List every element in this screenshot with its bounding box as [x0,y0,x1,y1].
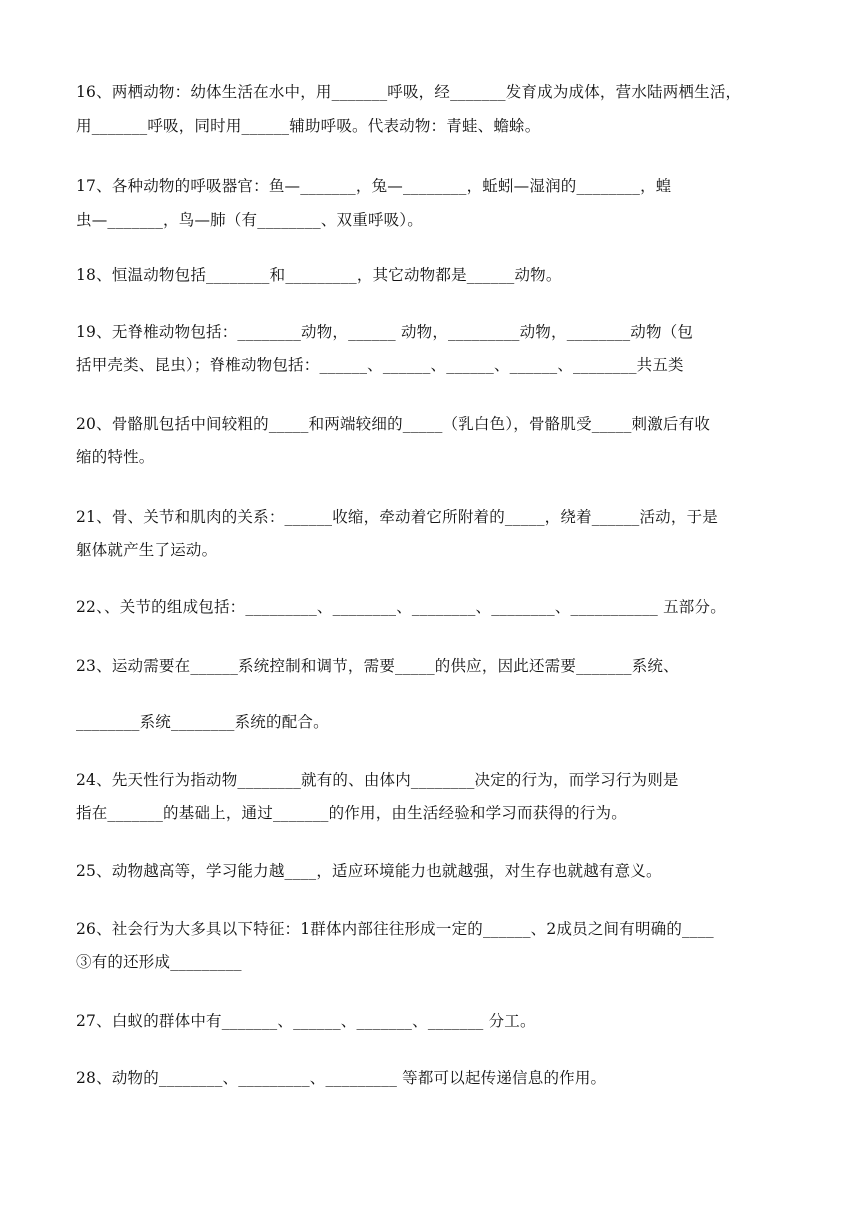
question-19-line-1: 19、无脊椎动物包括：________动物，______ 动物，_________动物，________动物（包 [76,323,694,341]
question-23-line-1: 23、运动需要在______系统控制和调节，需要_____的供应，因此还需要_______系统、 [76,657,679,675]
question-24-line-1: 24、先天性行为指动物________就有的、由体内________决定的行为，而学习行为则是 [76,771,679,789]
question-16-line-2: 用_______呼吸，同时用______辅助呼吸。代表动物：青蛙、蟾蜍。 [76,117,541,135]
question-26-line-1: 26、社会行为大多具以下特征：1群体内部往往形成一定的______、2成员之间有明确的____ [76,920,714,938]
question-17-line-2: 虫—_______，鸟—肺（有________、双重呼吸）。 [76,211,424,229]
question-21-line-2: 躯体就产生了运动。 [76,541,218,559]
question-18-line-1: 18、恒温动物包括________和_________，其它动物都是______动物。 [76,266,562,284]
question-27-line-1: 27、白蚁的群体中有_______、______、_______、_______ 分工。 [76,1012,536,1030]
question-28-line-1: 28、动物的________、_________、_________ 等都可以起传递信息的作用。 [76,1069,607,1087]
question-16-line-1: 16、两栖动物：幼体生活在水中，用_______呼吸，经_______发育成为成体，营水陆两栖生活， [76,83,742,101]
question-21-line-1: 21、骨、关节和肌肉的关系：______收缩，牵动着它所附着的_____，绕着______活动，于是 [76,508,718,526]
question-20-line-1: 20、骨骼肌包括中间较粗的_____和两端较细的_____（乳白色），骨骼肌受_____刺激后有收 [76,415,711,433]
question-25-line-1: 25、动物越高等，学习能力越____，适应环境能力也就越强，对生存也就越有意义。 [76,862,662,880]
question-20-line-2: 缩的特性。 [76,448,155,466]
question-24-line-2: 指在_______的基础上，通过_______的作用，由生活经验和学习而获得的行为。 [76,804,627,822]
question-23-line-2: ________系统________系统的配合。 [76,713,329,731]
question-19-line-2: 括甲壳类、昆虫）；脊椎动物包括：______、______、______、______、________共五类 [76,356,684,374]
question-26-line-2: ③有的还形成_________ [76,953,242,971]
question-22-line-1: 22、、关节的组成包括：_________、________、________、________、___________ 五部分。 [76,598,726,616]
question-17-line-1: 17、各种动物的呼吸器官：鱼—_______，兔—________，蚯蚓—湿润的________，蝗 [76,177,672,195]
